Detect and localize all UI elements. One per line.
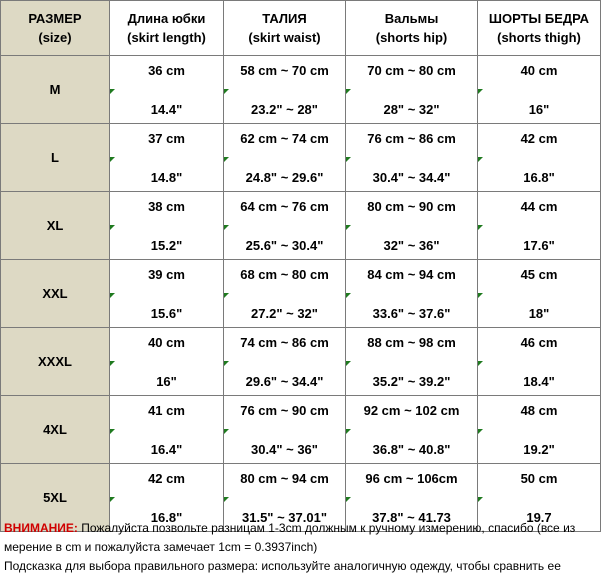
value-cm: 68 cm ~ 80 cm: [240, 266, 329, 282]
value-inch: 23.2" ~ 28": [251, 101, 318, 117]
corner-marker-icon: [110, 429, 115, 434]
header-title: ШОРТЫ БЕДРА: [488, 11, 590, 26]
size-label: M: [1, 56, 110, 124]
corner-marker-icon: [346, 157, 351, 162]
table-row: [1, 192, 601, 260]
value-cm: 46 cm: [520, 334, 558, 350]
shorts-thigh-cell: [478, 260, 601, 328]
header-title: РАЗМЕР: [28, 11, 82, 26]
skirt-length-cell: [110, 396, 224, 464]
value-inch: 31.5" ~ 37.01": [242, 509, 327, 525]
corner-marker-icon: [478, 361, 483, 366]
corner-marker-icon: [110, 361, 115, 366]
value-inch: 36.8" ~ 40.8": [372, 441, 451, 457]
corner-marker-icon: [110, 225, 115, 230]
size-label: XL: [1, 192, 110, 260]
value-cm: 40 cm: [148, 334, 185, 350]
corner-marker-icon: [478, 157, 483, 162]
value-inch: 18.4": [523, 373, 555, 389]
shorts-hip-cell: [346, 396, 478, 464]
skirt-waist-cell: [224, 328, 346, 396]
value-cm: 80 cm ~ 94 cm: [240, 470, 329, 486]
corner-marker-icon: [478, 293, 483, 298]
shorts-hip-cell: [346, 56, 478, 124]
value-inch: 32" ~ 36": [383, 237, 440, 253]
value-cm: 42 cm: [520, 130, 558, 146]
size-label: XXXL: [1, 328, 110, 396]
table-row: [1, 260, 601, 328]
value-cm: 64 cm ~ 76 cm: [240, 198, 329, 214]
corner-marker-icon: [478, 429, 483, 434]
table-row: [1, 56, 601, 124]
value-inch: 16": [156, 373, 177, 389]
value-cm: 41 cm: [148, 402, 185, 418]
shorts-hip-cell: [346, 328, 478, 396]
value-inch: 30.4" ~ 36": [251, 441, 318, 457]
shorts-thigh-cell: [478, 328, 601, 396]
corner-marker-icon: [478, 89, 483, 94]
value-cm: 42 cm: [148, 470, 185, 486]
notes-section: [4, 519, 602, 576]
value-inch: 19.2": [523, 441, 555, 457]
header-subtitle: (skirt length): [127, 30, 206, 45]
shorts-hip-cell: [346, 124, 478, 192]
note-line-3: Подсказка для выбора правильного размера: используйте аналогичную одежду, чтобы сравнить ее: [4, 559, 561, 573]
size-label: L: [1, 124, 110, 192]
corner-marker-icon: [224, 497, 229, 502]
value-inch: 14.4": [150, 101, 183, 117]
header-shorts-hip: [346, 1, 478, 56]
value-inch: 27.2" ~ 32": [251, 305, 318, 321]
value-inch: 19.7: [526, 509, 552, 525]
warning-label: ВНИМАНИЕ:: [4, 521, 78, 535]
value-cm: 70 cm ~ 80 cm: [367, 62, 456, 78]
skirt-waist-cell: [224, 192, 346, 260]
value-cm: 48 cm: [520, 402, 558, 418]
skirt-waist-cell: [224, 260, 346, 328]
value-inch: 15.6": [150, 305, 183, 321]
shorts-thigh-cell: [478, 396, 601, 464]
header-title: Вальмы: [384, 11, 439, 26]
value-inch: 16.8": [523, 169, 555, 185]
header-subtitle: (size): [38, 30, 72, 45]
value-cm: 74 cm ~ 86 cm: [240, 334, 329, 350]
shorts-thigh-cell: [478, 124, 601, 192]
skirt-length-cell: [110, 56, 224, 124]
note-line-2: мерение в cm и пожалуйста замечает 1cm = 0.3937inch): [4, 540, 318, 554]
value-inch: 17.6": [523, 237, 555, 253]
table-row: [1, 328, 601, 396]
shorts-hip-cell: [346, 260, 478, 328]
value-cm: 58 cm ~ 70 cm: [240, 62, 329, 78]
value-inch: 25.6" ~ 30.4": [245, 237, 324, 253]
size-label: 4XL: [1, 396, 110, 464]
value-cm: 88 cm ~ 98 cm: [367, 334, 456, 350]
corner-marker-icon: [224, 225, 229, 230]
header-size: [1, 1, 110, 56]
value-inch: 35.2" ~ 39.2": [372, 373, 451, 389]
value-cm: 80 cm ~ 90 cm: [367, 198, 456, 214]
table-row: [1, 124, 601, 192]
value-cm: 37 cm: [148, 130, 185, 146]
corner-marker-icon: [224, 361, 229, 366]
header-title: Длина юбки: [127, 11, 206, 26]
value-inch: 16.4": [150, 441, 183, 457]
shorts-thigh-cell: [478, 192, 601, 260]
value-cm: 44 cm: [520, 198, 558, 214]
value-cm: 62 cm ~ 74 cm: [240, 130, 329, 146]
value-inch: 29.6" ~ 34.4": [245, 373, 324, 389]
value-cm: 39 cm: [148, 266, 185, 282]
corner-marker-icon: [224, 293, 229, 298]
skirt-waist-cell: [224, 56, 346, 124]
corner-marker-icon: [110, 293, 115, 298]
value-cm: 76 cm ~ 86 cm: [367, 130, 456, 146]
header-subtitle: (shorts thigh): [497, 30, 581, 45]
corner-marker-icon: [346, 293, 351, 298]
table-row: [1, 396, 601, 464]
corner-marker-icon: [478, 497, 483, 502]
header-subtitle: (skirt waist): [248, 30, 321, 45]
value-inch: 15.2": [150, 237, 183, 253]
shorts-thigh-cell: [478, 56, 601, 124]
value-cm: 96 cm ~ 106cm: [365, 470, 458, 486]
header-skirt-length: [110, 1, 224, 56]
corner-marker-icon: [346, 361, 351, 366]
value-cm: 84 cm ~ 94 cm: [367, 266, 456, 282]
corner-marker-icon: [224, 429, 229, 434]
skirt-waist-cell: [224, 124, 346, 192]
corner-marker-icon: [110, 497, 115, 502]
value-cm: 92 cm ~ 102 cm: [363, 402, 460, 418]
header-skirt-waist: [224, 1, 346, 56]
value-inch: 14.8": [150, 169, 183, 185]
value-inch: 30.4" ~ 34.4": [372, 169, 451, 185]
shorts-hip-cell: [346, 192, 478, 260]
value-inch: 16": [528, 101, 550, 117]
corner-marker-icon: [224, 89, 229, 94]
value-inch: 18": [528, 305, 550, 321]
header-title: ТАЛИЯ: [262, 11, 307, 26]
value-cm: 36 cm: [148, 62, 185, 78]
value-cm: 40 cm: [520, 62, 558, 78]
corner-marker-icon: [346, 89, 351, 94]
header-subtitle: (shorts hip): [375, 30, 448, 45]
corner-marker-icon: [478, 225, 483, 230]
value-inch: 37.8" ~ 41.73: [372, 509, 451, 525]
value-inch: 16.8": [150, 509, 183, 525]
skirt-length-cell: [110, 328, 224, 396]
value-cm: 45 cm: [520, 266, 558, 282]
value-cm: 50 cm: [520, 470, 558, 486]
size-label: 5XL: [1, 464, 110, 532]
skirt-waist-cell: [224, 396, 346, 464]
skirt-length-cell: [110, 260, 224, 328]
value-inch: 28" ~ 32": [383, 101, 440, 117]
skirt-length-cell: [110, 124, 224, 192]
value-cm: 38 cm: [148, 198, 185, 214]
corner-marker-icon: [110, 157, 115, 162]
warning-text: Пожалуйста позвольте разницам 1-3cm должным к ручному измерению, спасибо (все из: [77, 521, 576, 535]
corner-marker-icon: [346, 497, 351, 502]
size-label: XXL: [1, 260, 110, 328]
corner-marker-icon: [346, 225, 351, 230]
value-inch: 33.6" ~ 37.6": [372, 305, 451, 321]
value-inch: 24.8" ~ 29.6": [245, 169, 324, 185]
header-row: [1, 1, 601, 56]
warning-line: [4, 519, 602, 538]
header-shorts-thigh: [478, 1, 601, 56]
corner-marker-icon: [110, 89, 115, 94]
corner-marker-icon: [346, 429, 351, 434]
corner-marker-icon: [224, 157, 229, 162]
skirt-length-cell: [110, 192, 224, 260]
value-cm: 76 cm ~ 90 cm: [240, 402, 329, 418]
